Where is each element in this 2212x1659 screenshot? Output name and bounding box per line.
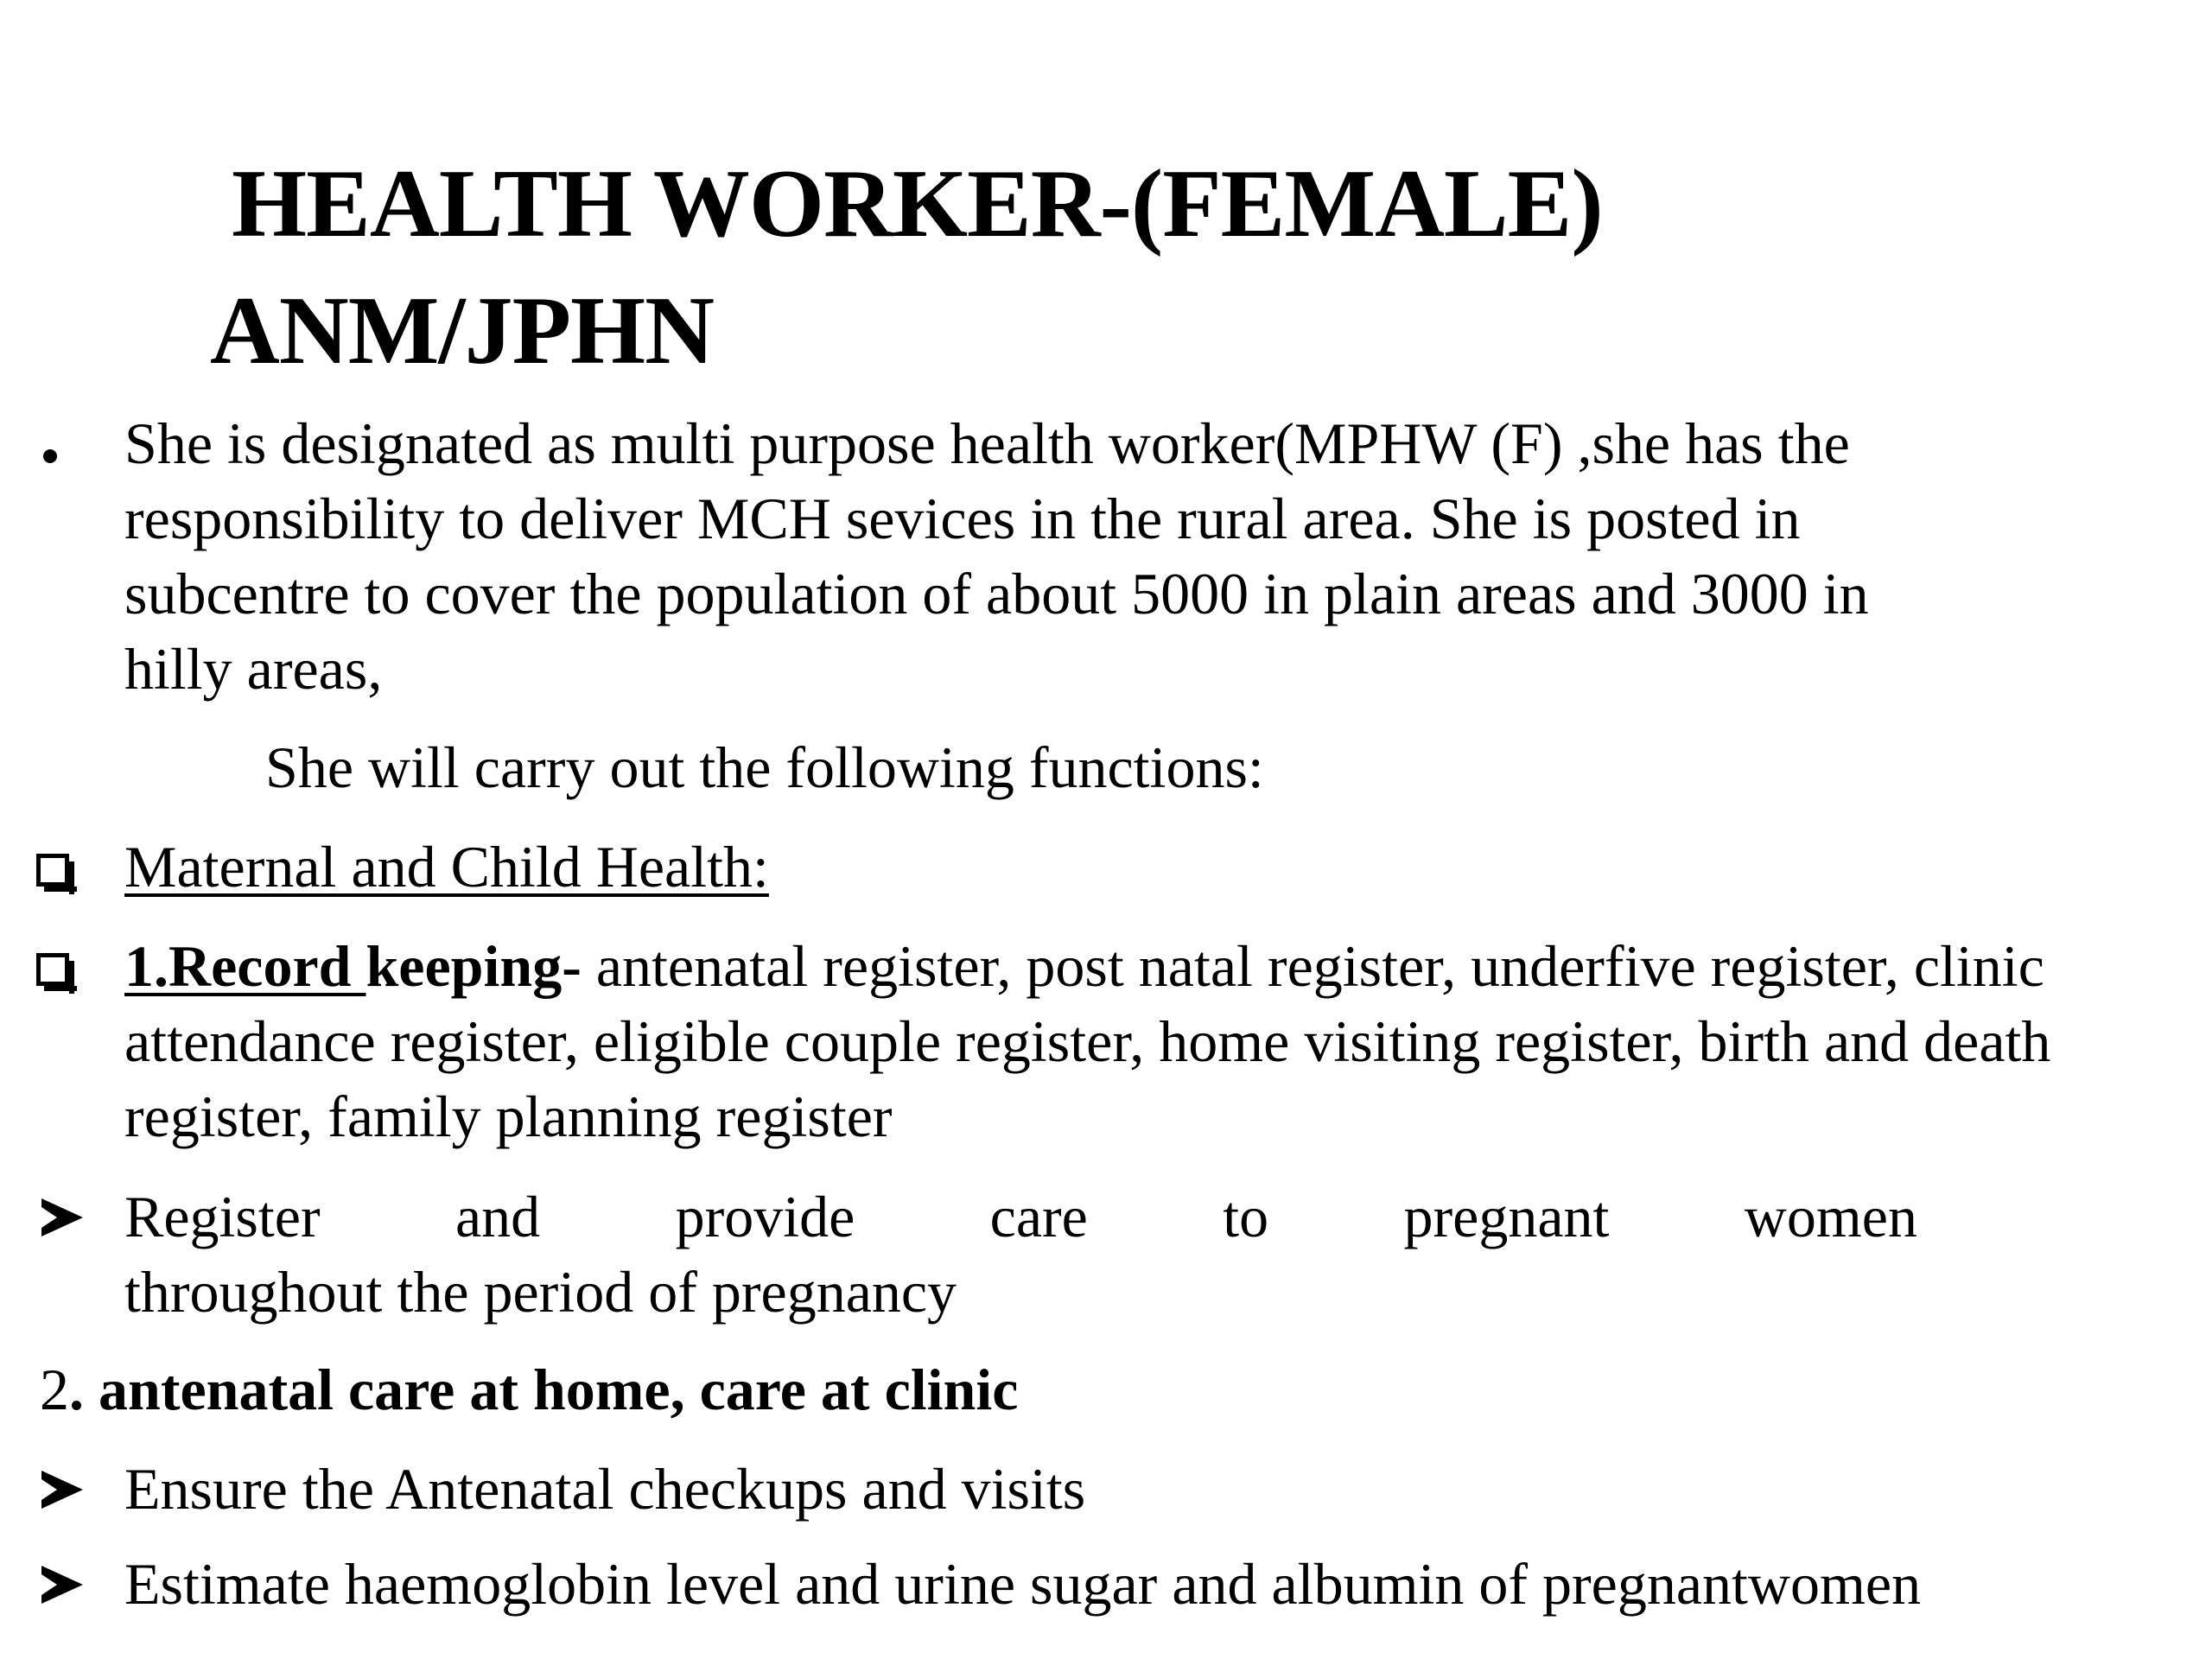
record-keeping-text [124,929,2146,1154]
hollow-square-bullet-icon [36,929,114,1004]
register-care-text [124,1179,2146,1330]
arrowhead-bullet-icon [36,1452,114,1527]
slide-title-line-1: HEALTH WORKER-(FEMALE) [232,150,1603,257]
hollow-square-bullet-icon [36,830,114,905]
intro-line-1: She is designated as multi purpose health worker(MPHW (F) ,she has the [124,410,1850,476]
record-keeping-label: 1.Record [124,933,366,999]
antenatal-heading-label: . antenatal care at home, care at clinic [69,1357,1019,1422]
antenatal-bullet-2-text: Estimate haemoglobin level and urine sugar and albumin of pregnantwomen [124,1551,1922,1617]
slide-title-line-2: ANM/JPHN [210,277,715,385]
word: and [455,1184,541,1249]
word: women [1744,1184,1917,1249]
intro-line-3: subcentre to cover the population of about 5000 in plain areas and 3000 in [124,561,1869,626]
antenatal-heading-text [40,1352,2062,1427]
intro-line-4: hilly areas, [124,636,383,702]
register-care-line-1 [124,1179,1917,1255]
word: Register [124,1184,321,1249]
record-keeping-line-1-rest: antenatal register, post natal register, underfive register, clinic [581,933,2044,999]
word: pregnant [1403,1184,1610,1249]
intro-line-2: responsibility to deliver MCH sevices in the rural area. She is posted in [124,486,1801,551]
record-keeping-label-bold: keeping- [365,933,582,999]
section-mch-heading: Maternal and Child Health: [124,834,769,899]
register-care-line-2: throughout the period of pregnancy [124,1259,957,1325]
antenatal-bullet-1-text: Ensure the Antenatal checkups and visits [124,1456,1086,1522]
record-keeping-line-1 [124,929,2146,1004]
word: provide [675,1184,855,1249]
record-keeping-line-3: register, family planning register [124,1084,893,1149]
round-bullet-icon [36,406,114,481]
arrowhead-bullet-icon [36,1179,114,1255]
record-keeping-line-2: attendance register, eligible couple register, home visiting register, birth and death [124,1008,2051,1074]
arrowhead-bullet-icon [36,1547,114,1622]
word: to [1223,1184,1269,1249]
word: care [989,1184,1088,1249]
intro-text [124,406,2146,707]
antenatal-heading-number: 2 [40,1357,69,1422]
functions-intro-text: She will carry out the following functions: [265,734,1264,800]
